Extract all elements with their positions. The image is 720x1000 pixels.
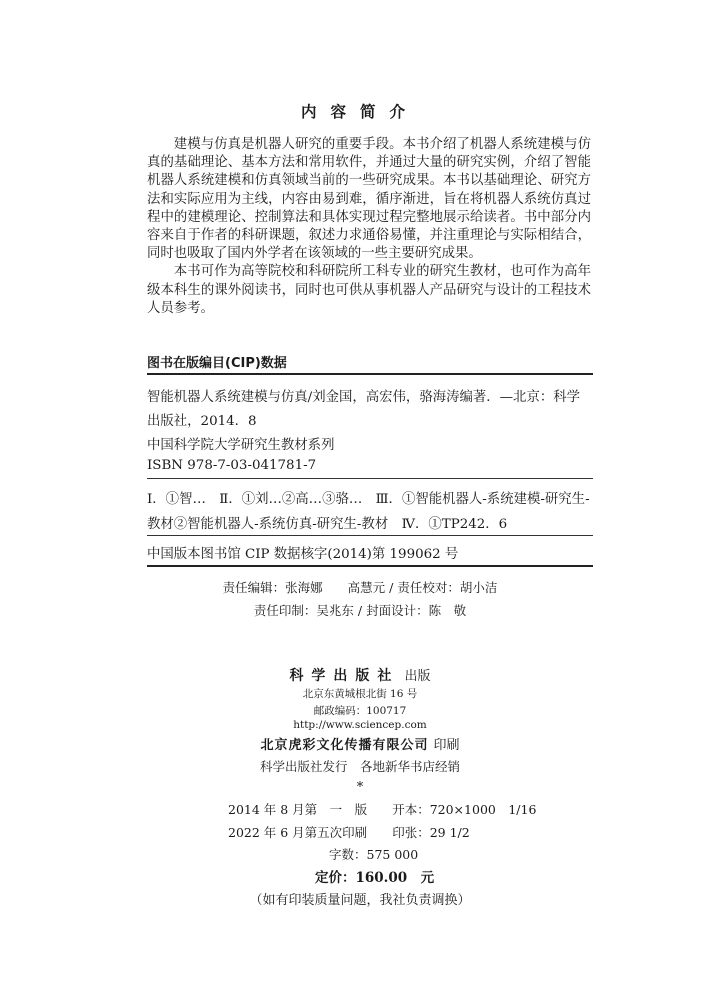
edition-text: 2014 年 8 月第 一 版 [228, 802, 368, 817]
publisher-url: http://www.sciencep.com [293, 719, 427, 731]
price: 定价：160.00 元 [315, 870, 435, 886]
credits-editors [0, 578, 720, 596]
publisher-suffix: 出版 [404, 669, 431, 684]
cip-divider-1 [147, 478, 593, 479]
printing-text: 2022 年 6 月第五次印刷 [228, 825, 368, 840]
printing-row [228, 823, 470, 841]
cip-heading: 图书在版编目(CIP)数据 [147, 356, 287, 371]
publisher-address: 北京东黄城根北街 16 号 [302, 688, 418, 700]
cip-line-verification: 中国版本图书馆 CIP 数据核字(2014)第 199062 号 [147, 547, 459, 562]
intro-body [147, 136, 591, 318]
quality-notice: （如有印装质量问题，我社负责调换） [249, 893, 471, 908]
printer-name: 北京虎彩文化传播有限公司 [260, 738, 429, 753]
intro-paragraph-2: 本书可作为高等院校和科研院所工科专业的研究生教材，也可作为高年级本科生的课外阅读书，同时也可供从事机器人产品研究与设计的工程技术人员参考。 [147, 264, 591, 316]
separator-asterisk: * [356, 780, 364, 795]
publisher-postcode: 邮政编码：100717 [313, 705, 407, 717]
publisher-line [0, 665, 720, 685]
printer-suffix: 印刷 [433, 738, 460, 753]
edition-row [228, 800, 536, 818]
cip-line-series: 中国科学院大学研究生教材系列 [147, 438, 335, 453]
credits-line-1: 责任编辑：张海娜 高慧元 / 责任校对：胡小洁 [222, 580, 498, 595]
sheets-text: 印张：29 1/2 [392, 825, 470, 840]
printer-line [0, 734, 720, 753]
cip-line-classification-2: 教材②智能机器人-系统仿真-研究生-教材 Ⅳ．①TP242．6 [147, 517, 508, 532]
cip-line-publisher: 出版社，2014．8 [147, 414, 257, 429]
distribution-line: 科学出版社发行 各地新华书店经销 [259, 759, 460, 774]
cip-bottom-rule [147, 565, 593, 567]
word-count: 字数：575 000 [329, 847, 419, 862]
cip-line-classification-1: Ⅰ．①智… Ⅱ．①刘…②高…③骆… Ⅲ．①智能机器人-系统建模-研究生- [147, 492, 590, 507]
credits-line-2: 责任印制：吴兆东 / 封面设计：陈 敬 [253, 603, 467, 618]
cip-top-rule [147, 373, 593, 375]
cip-line-isbn: ISBN 978-7-03-041781-7 [147, 458, 317, 473]
publisher-name: 科学出版社 [289, 668, 400, 684]
intro-paragraph-1: 建模与仿真是机器人研究的重要手段。本书介绍了机器人系统建模与仿真的基础理论、基本方法和常用软件，并通过大量的研究实例，介绍了智能机器人系统建模和仿真领域当前的一些研究成果。本书以基础理论、研究方法和实际应用为主线，内容由易到难，循序渐进，旨在将机器人系统仿真过程中的建模理论、控制算法和具体实现过程完整地展示给读者。书中部分内容来自于作者的科研课题，叙述力求通俗易懂，并注重理论与实际相结合，同时也吸取了国内外学者在该领域的一些主要研究成果。 [147, 137, 591, 262]
credits-production [0, 601, 720, 619]
format-text: 开本：720×1000 1/16 [392, 802, 537, 817]
cip-line-title: 智能机器人系统建模与仿真/刘金国，高宏伟，骆海涛编著．—北京：科学 [147, 390, 581, 405]
intro-title: 内容简介 [300, 103, 419, 121]
cip-divider-2 [147, 535, 593, 536]
